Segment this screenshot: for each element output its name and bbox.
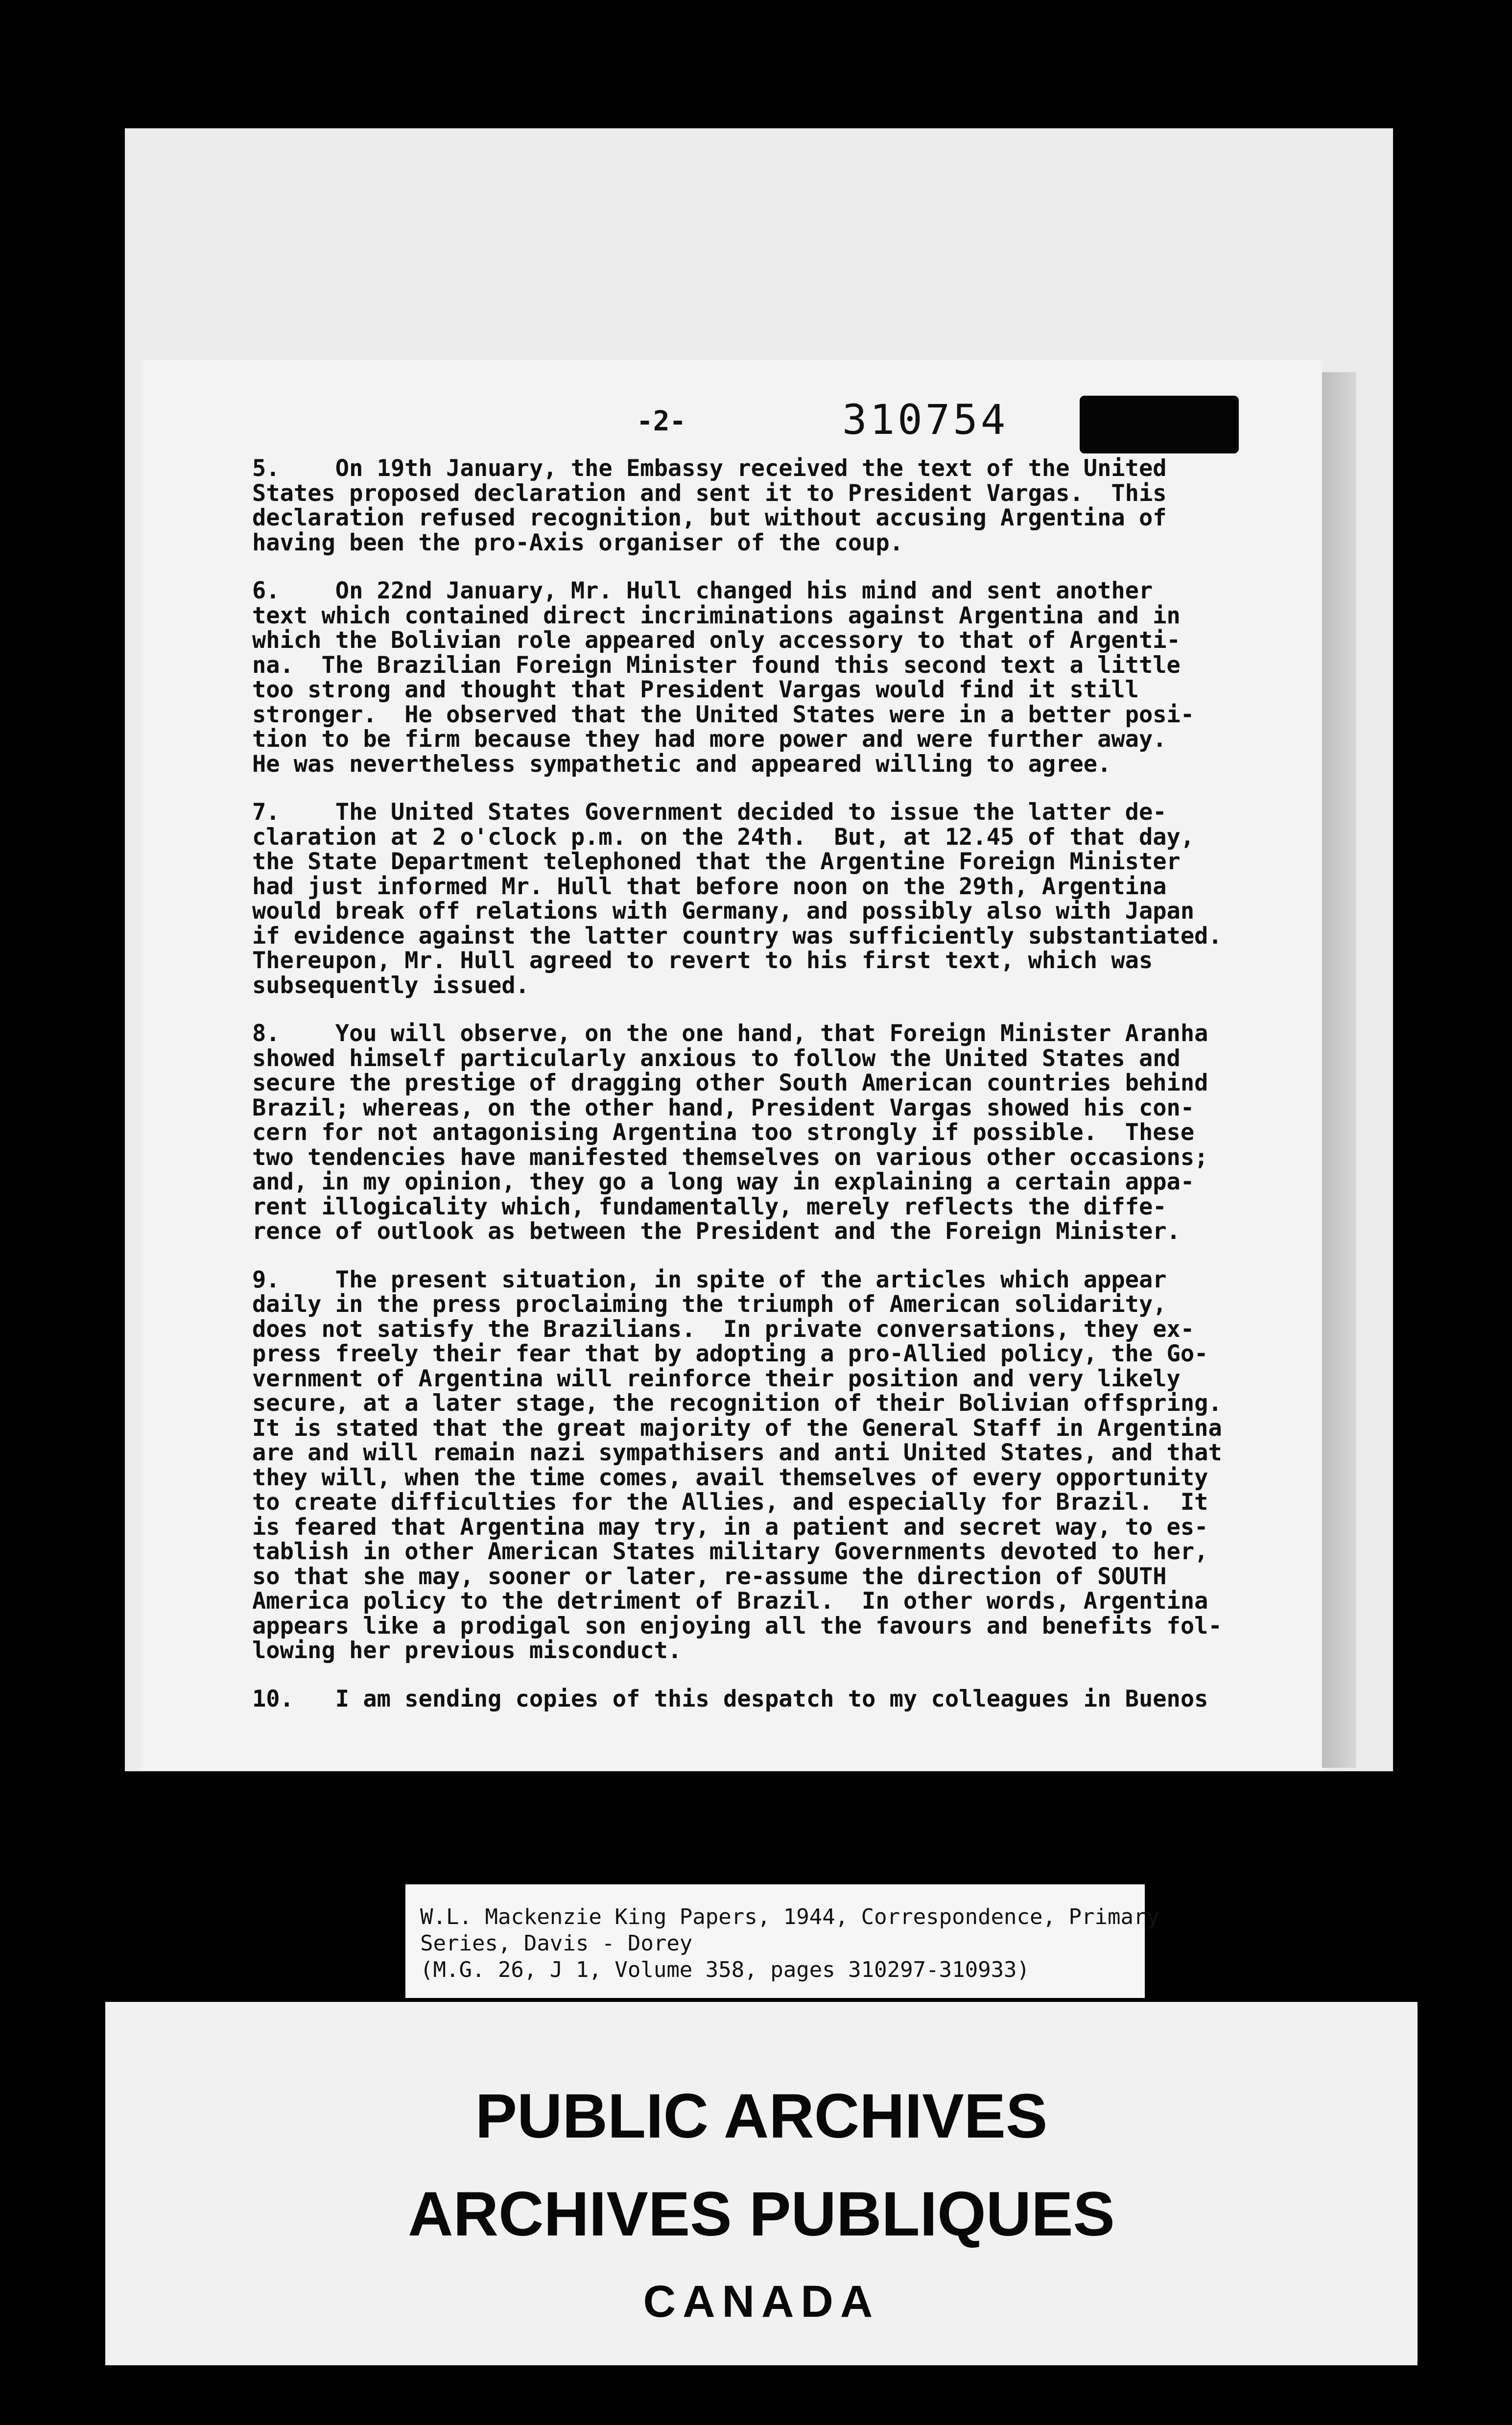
text-line: daily in the press proclaiming the triumph of American solidarity, bbox=[252, 1291, 1167, 1318]
text-line: 5. On 19th January, the Embassy received the text of the United bbox=[252, 455, 1167, 482]
text-line: It is stated that the great majority of the General Staff in Argentina bbox=[252, 1414, 1222, 1442]
text-line: claration at 2 o'clock p.m. on the 24th. But, at 12.45 of that day, bbox=[252, 823, 1195, 851]
text-line: tion to be firm because they had more power and were further away. bbox=[252, 726, 1167, 753]
text-line: stronger. He observed that the United States were in a better posi- bbox=[252, 701, 1195, 728]
text-line: secure, at a later stage, the recognition of their Bolivian offspring. bbox=[252, 1390, 1222, 1417]
text-line: na. The Brazilian Foreign Minister found this second text a little bbox=[252, 651, 1181, 679]
text-line: so that she may, sooner or later, re-assume the direction of SOUTH bbox=[252, 1563, 1167, 1590]
archive-label-line: (M.G. 26, J 1, Volume 358, pages 310297-310933) bbox=[420, 1957, 1030, 1982]
text-line: they will, when the time comes, avail themselves of every opportunity bbox=[252, 1464, 1208, 1491]
document-body bbox=[252, 456, 1305, 1735]
text-line: subsequently issued. bbox=[252, 972, 529, 999]
archive-label-line: Series, Davis - Dorey bbox=[420, 1931, 693, 1956]
text-line: lowing her previous misconduct. bbox=[252, 1637, 682, 1664]
text-line: rent illogicality which, fundamentally, merely reflects the diffe- bbox=[252, 1193, 1167, 1220]
text-line: are and will remain nazi sympathisers and anti United States, and that bbox=[252, 1439, 1222, 1466]
banner-title-french: ARCHIVES PUBLIQUES bbox=[408, 2179, 1115, 2249]
page-number: -2- bbox=[637, 405, 686, 437]
text-line: had just informed Mr. Hull that before noon on the 29th, Argentina bbox=[252, 873, 1167, 900]
text-line: 7. The United States Government decided to issue the latter de- bbox=[252, 799, 1167, 826]
text-line: the State Department telephoned that the Argentine Foreign Minister bbox=[252, 848, 1181, 875]
archive-label-line: W.L. Mackenzie King Papers, 1944, Correspondence, Primary bbox=[420, 1904, 1159, 1929]
redaction-block bbox=[1080, 396, 1239, 453]
text-line: appears like a prodigal son enjoying all the favours and benefits fol- bbox=[252, 1612, 1222, 1640]
text-line: 10. I am sending copies of this despatch to my colleagues in Buenos bbox=[252, 1685, 1208, 1712]
text-line: declaration refused recognition, but without accusing Argentina of bbox=[252, 504, 1167, 531]
paragraph-9 bbox=[252, 1268, 1305, 1664]
text-line: He was nevertheless sympathetic and appeared willing to agree. bbox=[252, 750, 1111, 778]
text-line: secure the prestige of dragging other South American countries behind bbox=[252, 1070, 1208, 1096]
text-line: which the Bolivian role appeared only accessory to that of Argenti- bbox=[252, 627, 1181, 654]
text-line: 8. You will observe, on the one hand, that Foreign Minister Aranha bbox=[252, 1020, 1208, 1047]
text-line: two tendencies have manifested themselves on various other occasions; bbox=[252, 1143, 1208, 1171]
reference-number: 310754 bbox=[842, 396, 1009, 444]
paragraph-7 bbox=[252, 800, 1305, 998]
text-line: if evidence against the latter country was sufficiently substantiated. bbox=[252, 922, 1222, 950]
text-line: States proposed declaration and sent it to President Vargas. This bbox=[252, 479, 1167, 507]
text-line: 6. On 22nd January, Mr. Hull changed his mind and sent another bbox=[252, 577, 1153, 604]
text-line: 9. The present situation, in spite of the articles which appear bbox=[252, 1266, 1167, 1293]
text-line: is feared that Argentina may try, in a patient and secret way, to es- bbox=[252, 1513, 1208, 1541]
paragraph-6 bbox=[252, 579, 1305, 777]
text-line: cern for not antagonising Argentina too strongly if possible. These bbox=[252, 1119, 1195, 1146]
archives-banner bbox=[105, 2002, 1418, 2365]
text-line: would break off relations with Germany, and possibly also with Japan bbox=[252, 898, 1195, 925]
banner-country: CANADA bbox=[643, 2277, 880, 2327]
text-line: showed himself particularly anxious to follow the United States and bbox=[252, 1045, 1181, 1072]
page-edge-shadow bbox=[1322, 372, 1356, 1768]
text-line: Brazil; whereas, on the other hand, President Vargas showed his con- bbox=[252, 1094, 1195, 1121]
text-line: tablish in other American States military Governments devoted to her, bbox=[252, 1538, 1208, 1565]
text-line: press freely their fear that by adopting a pro-Allied policy, the Go- bbox=[252, 1340, 1208, 1367]
text-line: and, in my opinion, they go a long way in explaining a certain appa- bbox=[252, 1168, 1195, 1195]
text-line: text which contained direct incriminations against Argentina and in bbox=[252, 602, 1181, 629]
paragraph-5 bbox=[252, 456, 1305, 555]
paragraph-10 bbox=[252, 1687, 1305, 1712]
text-line: rence of outlook as between the President and the Foreign Minister. bbox=[252, 1218, 1181, 1245]
text-line: does not satisfy the Brazilians. In private conversations, they ex- bbox=[252, 1315, 1195, 1343]
paragraph-8 bbox=[252, 1022, 1305, 1244]
text-line: Thereupon, Mr. Hull agreed to revert to his first text, which was bbox=[252, 947, 1153, 974]
text-line: to create difficulties for the Allies, and especially for Brazil. It bbox=[252, 1489, 1208, 1516]
text-line: too strong and thought that President Vargas would find it still bbox=[252, 676, 1139, 703]
text-line: America policy to the detriment of Brazil. In other words, Argentina bbox=[252, 1588, 1208, 1615]
archive-label-card bbox=[405, 1884, 1159, 1998]
banner-title-english: PUBLIC ARCHIVES bbox=[475, 2081, 1048, 2151]
text-line: having been the pro-Axis organiser of the coup. bbox=[252, 529, 903, 556]
text-line: vernment of Argentina will reinforce their position and very likely bbox=[252, 1365, 1181, 1392]
